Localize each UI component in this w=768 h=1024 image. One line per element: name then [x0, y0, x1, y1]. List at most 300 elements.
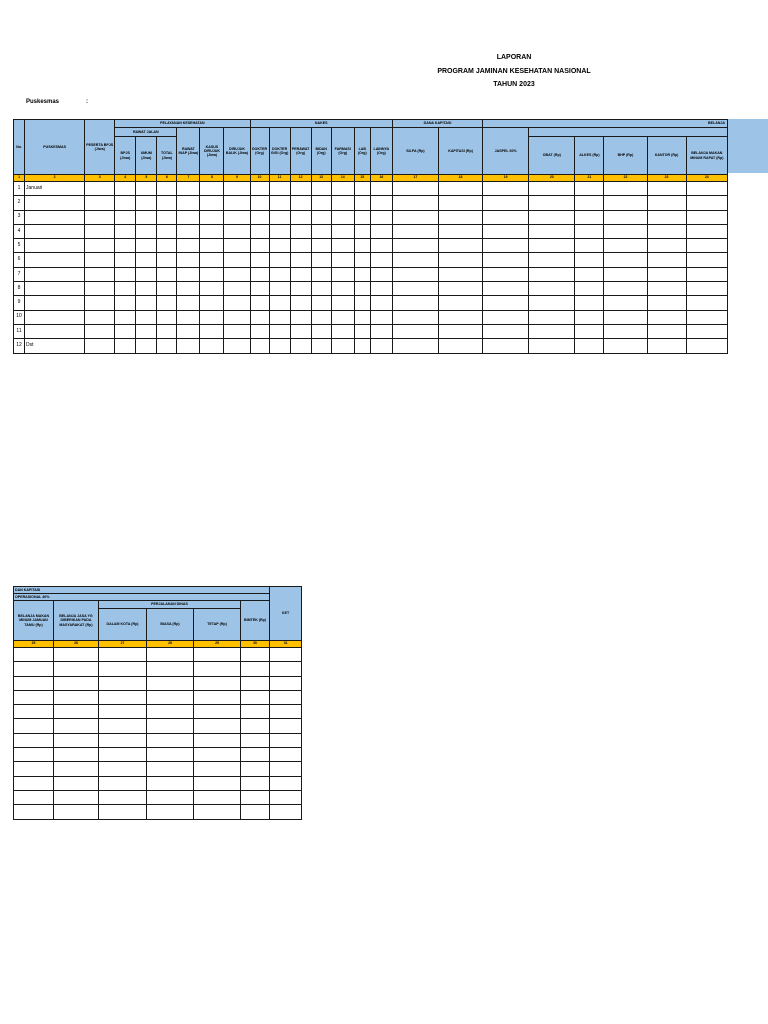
data-cell[interactable] [241, 648, 270, 662]
data-cell[interactable] [647, 267, 686, 281]
data-cell[interactable] [647, 210, 686, 224]
data-cell[interactable] [147, 648, 194, 662]
data-cell[interactable] [136, 324, 157, 338]
data-cell[interactable] [177, 296, 200, 310]
data-cell[interactable] [54, 690, 99, 704]
data-cell[interactable] [200, 224, 224, 238]
data-cell[interactable] [54, 648, 99, 662]
data-cell[interactable] [115, 196, 136, 210]
data-cell[interactable] [354, 210, 370, 224]
data-cell[interactable] [200, 196, 224, 210]
data-cell[interactable] [147, 805, 194, 819]
data-cell[interactable] [269, 310, 290, 324]
data-cell[interactable] [529, 210, 575, 224]
data-cell[interactable] [270, 805, 302, 819]
data-cell[interactable] [529, 239, 575, 253]
data-cell[interactable] [241, 748, 270, 762]
data-cell[interactable] [370, 224, 392, 238]
data-cell[interactable] [250, 339, 269, 353]
data-cell[interactable] [200, 310, 224, 324]
data-cell[interactable] [157, 296, 177, 310]
data-cell[interactable] [392, 196, 438, 210]
data-cell[interactable] [14, 690, 54, 704]
data-cell[interactable] [85, 324, 115, 338]
data-cell[interactable] [311, 210, 331, 224]
data-cell[interactable] [354, 239, 370, 253]
data-cell[interactable] [250, 196, 269, 210]
data-cell[interactable] [224, 282, 250, 296]
data-cell[interactable] [529, 296, 575, 310]
data-cell[interactable] [604, 253, 647, 267]
data-cell[interactable] [529, 253, 575, 267]
data-cell[interactable] [270, 662, 302, 676]
data-cell[interactable] [157, 239, 177, 253]
data-cell[interactable] [200, 339, 224, 353]
data-cell[interactable] [354, 182, 370, 196]
data-cell[interactable] [439, 253, 483, 267]
row-month-cell[interactable] [25, 239, 85, 253]
data-cell[interactable] [115, 267, 136, 281]
data-cell[interactable] [177, 210, 200, 224]
data-cell[interactable] [157, 196, 177, 210]
data-cell[interactable] [250, 224, 269, 238]
data-cell[interactable] [147, 748, 194, 762]
data-cell[interactable] [392, 324, 438, 338]
data-cell[interactable] [177, 339, 200, 353]
data-cell[interactable] [54, 776, 99, 790]
data-cell[interactable] [269, 282, 290, 296]
data-cell[interactable] [14, 705, 54, 719]
data-cell[interactable] [331, 324, 354, 338]
data-cell[interactable] [269, 339, 290, 353]
data-cell[interactable] [575, 267, 604, 281]
data-cell[interactable] [575, 324, 604, 338]
data-cell[interactable] [370, 267, 392, 281]
data-cell[interactable] [241, 805, 270, 819]
data-cell[interactable] [99, 748, 147, 762]
data-cell[interactable] [290, 239, 311, 253]
data-cell[interactable] [224, 196, 250, 210]
data-cell[interactable] [686, 324, 727, 338]
data-cell[interactable] [483, 296, 529, 310]
data-cell[interactable] [392, 339, 438, 353]
data-cell[interactable] [686, 182, 727, 196]
data-cell[interactable] [483, 339, 529, 353]
data-cell[interactable] [575, 282, 604, 296]
data-cell[interactable] [647, 282, 686, 296]
data-cell[interactable] [370, 239, 392, 253]
data-cell[interactable] [269, 182, 290, 196]
data-cell[interactable] [99, 648, 147, 662]
data-cell[interactable] [604, 210, 647, 224]
data-cell[interactable] [115, 324, 136, 338]
data-cell[interactable] [370, 339, 392, 353]
data-cell[interactable] [439, 182, 483, 196]
data-cell[interactable] [14, 648, 54, 662]
data-cell[interactable] [54, 762, 99, 776]
data-cell[interactable] [331, 239, 354, 253]
data-cell[interactable] [529, 182, 575, 196]
data-cell[interactable] [177, 310, 200, 324]
data-cell[interactable] [269, 296, 290, 310]
data-cell[interactable] [439, 224, 483, 238]
data-cell[interactable] [439, 339, 483, 353]
data-cell[interactable] [529, 196, 575, 210]
data-cell[interactable] [269, 324, 290, 338]
data-cell[interactable] [575, 253, 604, 267]
data-cell[interactable] [269, 239, 290, 253]
data-cell[interactable] [136, 310, 157, 324]
data-cell[interactable] [686, 267, 727, 281]
data-cell[interactable] [200, 239, 224, 253]
data-cell[interactable] [177, 267, 200, 281]
data-cell[interactable] [354, 224, 370, 238]
data-cell[interactable] [136, 239, 157, 253]
data-cell[interactable] [194, 748, 241, 762]
data-cell[interactable] [290, 224, 311, 238]
data-cell[interactable] [99, 676, 147, 690]
data-cell[interactable] [136, 196, 157, 210]
data-cell[interactable] [241, 690, 270, 704]
data-cell[interactable] [686, 224, 727, 238]
data-cell[interactable] [136, 182, 157, 196]
data-cell[interactable] [194, 690, 241, 704]
data-cell[interactable] [647, 224, 686, 238]
data-cell[interactable] [241, 776, 270, 790]
data-cell[interactable] [270, 705, 302, 719]
data-cell[interactable] [311, 182, 331, 196]
data-cell[interactable] [392, 253, 438, 267]
data-cell[interactable] [115, 224, 136, 238]
data-cell[interactable] [647, 239, 686, 253]
data-cell[interactable] [439, 239, 483, 253]
data-cell[interactable] [311, 339, 331, 353]
data-cell[interactable] [99, 790, 147, 804]
data-cell[interactable] [136, 253, 157, 267]
data-cell[interactable] [115, 339, 136, 353]
data-cell[interactable] [354, 282, 370, 296]
data-cell[interactable] [54, 805, 99, 819]
data-cell[interactable] [311, 296, 331, 310]
data-cell[interactable] [194, 805, 241, 819]
data-cell[interactable] [686, 282, 727, 296]
data-cell[interactable] [269, 210, 290, 224]
data-cell[interactable] [85, 224, 115, 238]
data-cell[interactable] [290, 339, 311, 353]
data-cell[interactable] [147, 790, 194, 804]
data-cell[interactable] [331, 267, 354, 281]
data-cell[interactable] [604, 224, 647, 238]
data-cell[interactable] [529, 339, 575, 353]
data-cell[interactable] [157, 210, 177, 224]
data-cell[interactable] [370, 210, 392, 224]
data-cell[interactable] [14, 762, 54, 776]
data-cell[interactable] [370, 324, 392, 338]
data-cell[interactable] [241, 676, 270, 690]
data-cell[interactable] [370, 282, 392, 296]
data-cell[interactable] [177, 224, 200, 238]
data-cell[interactable] [331, 339, 354, 353]
data-cell[interactable] [99, 776, 147, 790]
data-cell[interactable] [194, 676, 241, 690]
data-cell[interactable] [290, 324, 311, 338]
data-cell[interactable] [575, 182, 604, 196]
data-cell[interactable] [354, 196, 370, 210]
data-cell[interactable] [115, 210, 136, 224]
data-cell[interactable] [439, 267, 483, 281]
data-cell[interactable] [354, 310, 370, 324]
data-cell[interactable] [270, 733, 302, 747]
data-cell[interactable] [99, 705, 147, 719]
data-cell[interactable] [270, 790, 302, 804]
data-cell[interactable] [85, 310, 115, 324]
data-cell[interactable] [392, 267, 438, 281]
data-cell[interactable] [392, 310, 438, 324]
data-cell[interactable] [157, 253, 177, 267]
data-cell[interactable] [331, 196, 354, 210]
data-cell[interactable] [392, 239, 438, 253]
data-cell[interactable] [14, 719, 54, 733]
row-month-cell[interactable] [25, 224, 85, 238]
data-cell[interactable] [157, 324, 177, 338]
data-cell[interactable] [354, 267, 370, 281]
data-cell[interactable] [147, 662, 194, 676]
data-cell[interactable] [224, 324, 250, 338]
data-cell[interactable] [370, 253, 392, 267]
row-month-cell[interactable] [25, 210, 85, 224]
data-cell[interactable] [370, 182, 392, 196]
data-cell[interactable] [392, 224, 438, 238]
data-cell[interactable] [136, 224, 157, 238]
data-cell[interactable] [270, 776, 302, 790]
row-month-cell[interactable] [25, 253, 85, 267]
data-cell[interactable] [85, 282, 115, 296]
data-cell[interactable] [115, 253, 136, 267]
data-cell[interactable] [200, 182, 224, 196]
data-cell[interactable] [575, 339, 604, 353]
data-cell[interactable] [14, 733, 54, 747]
data-cell[interactable] [224, 210, 250, 224]
data-cell[interactable] [200, 296, 224, 310]
data-cell[interactable] [54, 676, 99, 690]
data-cell[interactable] [241, 733, 270, 747]
data-cell[interactable] [392, 296, 438, 310]
data-cell[interactable] [311, 196, 331, 210]
data-cell[interactable] [269, 267, 290, 281]
data-cell[interactable] [85, 196, 115, 210]
data-cell[interactable] [194, 790, 241, 804]
data-cell[interactable] [99, 733, 147, 747]
data-cell[interactable] [250, 282, 269, 296]
data-cell[interactable] [200, 267, 224, 281]
data-cell[interactable] [331, 296, 354, 310]
data-cell[interactable] [439, 324, 483, 338]
data-cell[interactable] [85, 253, 115, 267]
data-cell[interactable] [270, 648, 302, 662]
data-cell[interactable] [54, 748, 99, 762]
data-cell[interactable] [331, 224, 354, 238]
data-cell[interactable] [483, 224, 529, 238]
data-cell[interactable] [115, 310, 136, 324]
data-cell[interactable] [483, 253, 529, 267]
data-cell[interactable] [290, 253, 311, 267]
data-cell[interactable] [290, 282, 311, 296]
data-cell[interactable] [483, 239, 529, 253]
data-cell[interactable] [250, 324, 269, 338]
data-cell[interactable] [269, 224, 290, 238]
row-month-cell[interactable] [25, 324, 85, 338]
data-cell[interactable] [270, 748, 302, 762]
data-cell[interactable] [157, 282, 177, 296]
data-cell[interactable] [483, 282, 529, 296]
data-cell[interactable] [529, 267, 575, 281]
data-cell[interactable] [647, 324, 686, 338]
data-cell[interactable] [392, 210, 438, 224]
data-cell[interactable] [439, 210, 483, 224]
data-cell[interactable] [604, 324, 647, 338]
data-cell[interactable] [439, 196, 483, 210]
data-cell[interactable] [331, 182, 354, 196]
data-cell[interactable] [115, 296, 136, 310]
data-cell[interactable] [157, 224, 177, 238]
data-cell[interactable] [483, 210, 529, 224]
data-cell[interactable] [483, 324, 529, 338]
data-cell[interactable] [686, 310, 727, 324]
data-cell[interactable] [157, 182, 177, 196]
data-cell[interactable] [331, 210, 354, 224]
data-cell[interactable] [604, 196, 647, 210]
data-cell[interactable] [250, 253, 269, 267]
data-cell[interactable] [311, 253, 331, 267]
data-cell[interactable] [136, 339, 157, 353]
data-cell[interactable] [529, 224, 575, 238]
data-cell[interactable] [392, 282, 438, 296]
data-cell[interactable] [686, 239, 727, 253]
row-month-cell[interactable] [25, 282, 85, 296]
data-cell[interactable] [290, 196, 311, 210]
data-cell[interactable] [290, 210, 311, 224]
data-cell[interactable] [85, 182, 115, 196]
data-cell[interactable] [194, 733, 241, 747]
data-cell[interactable] [604, 282, 647, 296]
data-cell[interactable] [147, 676, 194, 690]
row-month-cell[interactable] [25, 267, 85, 281]
data-cell[interactable] [290, 182, 311, 196]
data-cell[interactable] [575, 239, 604, 253]
data-cell[interactable] [14, 776, 54, 790]
data-cell[interactable] [439, 296, 483, 310]
data-cell[interactable] [250, 239, 269, 253]
data-cell[interactable] [54, 662, 99, 676]
data-cell[interactable] [370, 296, 392, 310]
data-cell[interactable] [224, 310, 250, 324]
data-cell[interactable] [331, 282, 354, 296]
data-cell[interactable] [250, 296, 269, 310]
data-cell[interactable] [85, 267, 115, 281]
data-cell[interactable] [224, 339, 250, 353]
data-cell[interactable] [194, 762, 241, 776]
data-cell[interactable] [177, 324, 200, 338]
data-cell[interactable] [136, 267, 157, 281]
data-cell[interactable] [483, 310, 529, 324]
data-cell[interactable] [85, 210, 115, 224]
data-cell[interactable] [99, 762, 147, 776]
data-cell[interactable] [177, 196, 200, 210]
data-cell[interactable] [54, 705, 99, 719]
data-cell[interactable] [157, 339, 177, 353]
data-cell[interactable] [194, 662, 241, 676]
data-cell[interactable] [439, 282, 483, 296]
data-cell[interactable] [115, 182, 136, 196]
data-cell[interactable] [14, 748, 54, 762]
data-cell[interactable] [331, 253, 354, 267]
row-month-cell[interactable]: Dst [25, 339, 85, 353]
data-cell[interactable] [85, 239, 115, 253]
data-cell[interactable] [647, 253, 686, 267]
data-cell[interactable] [529, 324, 575, 338]
data-cell[interactable] [269, 253, 290, 267]
data-cell[interactable] [370, 310, 392, 324]
data-cell[interactable] [250, 310, 269, 324]
data-cell[interactable] [194, 648, 241, 662]
data-cell[interactable] [147, 762, 194, 776]
data-cell[interactable] [14, 805, 54, 819]
data-cell[interactable] [483, 267, 529, 281]
data-cell[interactable] [575, 310, 604, 324]
data-cell[interactable] [331, 310, 354, 324]
data-cell[interactable] [99, 662, 147, 676]
data-cell[interactable] [157, 310, 177, 324]
data-cell[interactable] [241, 790, 270, 804]
data-cell[interactable] [177, 282, 200, 296]
data-cell[interactable] [270, 690, 302, 704]
data-cell[interactable] [529, 310, 575, 324]
data-cell[interactable] [604, 239, 647, 253]
data-cell[interactable] [270, 719, 302, 733]
data-cell[interactable] [115, 282, 136, 296]
data-cell[interactable] [270, 676, 302, 690]
data-cell[interactable] [604, 339, 647, 353]
data-cell[interactable] [147, 776, 194, 790]
data-cell[interactable] [647, 339, 686, 353]
data-cell[interactable] [224, 239, 250, 253]
row-month-cell[interactable]: Januari [25, 182, 85, 196]
data-cell[interactable] [354, 339, 370, 353]
data-cell[interactable] [241, 762, 270, 776]
data-cell[interactable] [194, 776, 241, 790]
data-cell[interactable] [250, 267, 269, 281]
data-cell[interactable] [177, 253, 200, 267]
data-cell[interactable] [200, 324, 224, 338]
data-cell[interactable] [290, 296, 311, 310]
data-cell[interactable] [575, 196, 604, 210]
data-cell[interactable] [157, 267, 177, 281]
data-cell[interactable] [14, 676, 54, 690]
data-cell[interactable] [54, 733, 99, 747]
data-cell[interactable] [224, 224, 250, 238]
data-cell[interactable] [604, 296, 647, 310]
data-cell[interactable] [147, 705, 194, 719]
data-cell[interactable] [224, 253, 250, 267]
data-cell[interactable] [354, 324, 370, 338]
data-cell[interactable] [392, 182, 438, 196]
data-cell[interactable] [147, 719, 194, 733]
data-cell[interactable] [290, 310, 311, 324]
data-cell[interactable] [200, 282, 224, 296]
data-cell[interactable] [250, 182, 269, 196]
data-cell[interactable] [14, 662, 54, 676]
data-cell[interactable] [439, 310, 483, 324]
